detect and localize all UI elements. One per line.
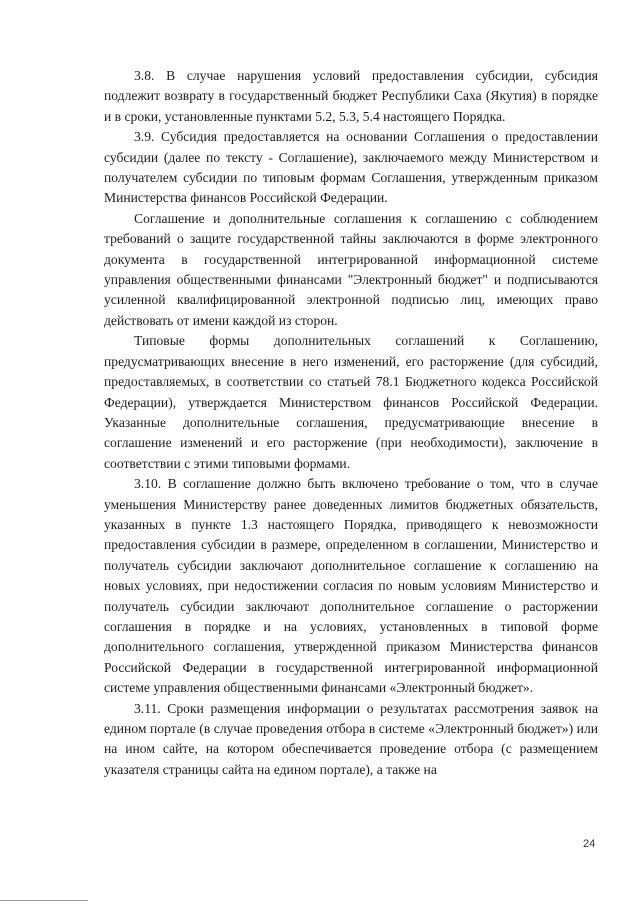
paragraph-3-11: 3.11. Сроки размещения информации о результатах рассмотрения заявок на едином портале (в случае проведения отбора в системе «Электронный бюджет») или на ином сайте, на котором обеспечивается проведение отбора (с размещением указателя страницы сайта на едином портале), а также на <box>104 700 598 777</box>
footer-divider <box>0 900 88 901</box>
paragraph-3-10: 3.10. В соглашение должно быть включено требование о том, что в случае уменьшения Министерству ранее доведенных лимитов бюджетных обязательств, указанных в пункте 1.3 настоящего Порядка, приводящего к невозможности предоставления субсидии в размере, определенном в соглашении, Министерство и получатель субсидии заключают дополнительное соглашение к соглашению на новых условиях, при недостижении согласия по новым условиям Министерство и получатель субсидии заключают дополнительное соглашение о расторжении соглашения в порядке и на условиях, установленных в типовой форме дополнительного соглашения, утвержденной приказом Министерства финансов Российской Федерации в государственной интегрированной информационной системе управления общественными финансами «Электронный бюджет». <box>104 476 598 696</box>
document-body <box>104 66 598 780</box>
paragraph-3-8: 3.8. В случае нарушения условий предоставления субсидии, субсидия подлежит возврату в государственный бюджет Республики Саха (Якутия) в порядке и в сроки, установленные пунктами 5.2, 5.3, 5.4 настоящего Порядка. <box>104 68 598 124</box>
paragraph-3-9: 3.9. Субсидия предоставляется на основании Соглашения о предоставлении субсидии (далее по тексту - Соглашение), заключаемого между Министерством и получателем субсидии по типовым формам Соглашения, утвержденным приказом Министерства финансов Российской Федерации. <box>104 129 598 206</box>
page-number: 24 <box>583 838 596 850</box>
paragraph-agreement-signing: Соглашение и дополнительные соглашения к соглашению с соблюдением требований о защите государственной тайны заключаются в форме электронного документа в государственной интегрированной информационной системе управления общественными финансами "Электронный бюджет" и подписываются усиленной квалифицированной электронной подписью лиц, имеющих право действовать от имени каждой из сторон. <box>104 210 598 328</box>
paragraph-typical-forms: Типовые формы дополнительных соглашений к Соглашению, предусматривающих внесение в него изменений, его расторжение (для субсидий, предоставляемых, в соответствии со статьей 78.1 Бюджетного кодекса Российской Федерации), утверждается Министерством финансов Российской Федерации. Указанные дополнительные соглашения, предусматривающие внесение в соглашение изменений и его расторжение (при необходимости), заключение в соответствии с этими типовыми формами. <box>104 333 598 471</box>
